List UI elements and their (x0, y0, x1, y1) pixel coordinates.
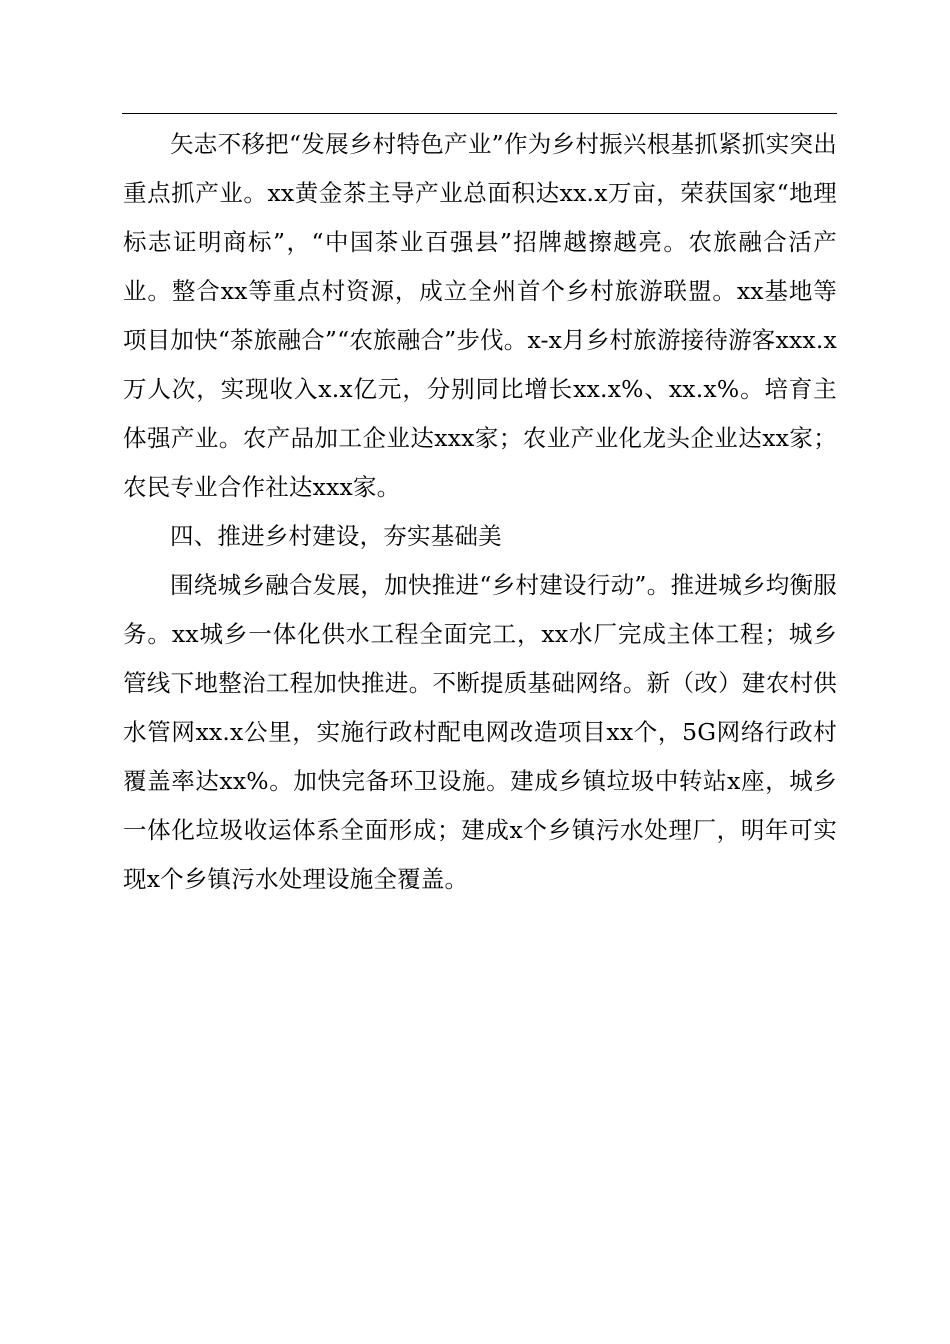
body-paragraph: 矢志不移把“发展乡村特色产业”作为乡村振兴根基抓紧抓实突出重点抓产业。xx黄金茶主导产业总面积达xx.x万亩，荣获国家“地理标志证明商标”，“中国茶业百强县”招牌越擦越亮。农旅融合活产业。整合xx等重点村资源，成立全州首个乡村旅游联盟。xx基地等项目加快“茶旅融合”“农旅融合”步伐。x-x月乡村旅游接待游客xxx.x万人次，实现收入x.x亿元，分别同比增长xx.x%、xx.x%。培育主体强产业。农产品加工企业达xxx家；农业产业化龙头企业达xx家；农民专业合作社达xxx家。 (123, 130, 837, 501)
body-paragraph: 围绕城乡融合发展，加快推进“乡村建设行动”。推进城乡均衡服务。xx城乡一体化供水工程全面完工，xx水厂完成主体工程；城乡管线下地整治工程加快推进。不断提质基础网络。新（改）建农村供水管网xx.x公里，实施行政村配电网改造项目xx个，5G网络行政村覆盖率达xx%。加快完备环卫设施。建成乡镇垃圾中转站x座，城乡一体化垃圾收运体系全面形成；建成x个乡镇污水处理厂，明年可实现x个乡镇污水处理设施全覆盖。 (123, 571, 837, 893)
page-body (123, 120, 837, 904)
header-rule (122, 113, 837, 114)
section-heading: 四、推进乡村建设，夯实基础美 (170, 522, 502, 550)
